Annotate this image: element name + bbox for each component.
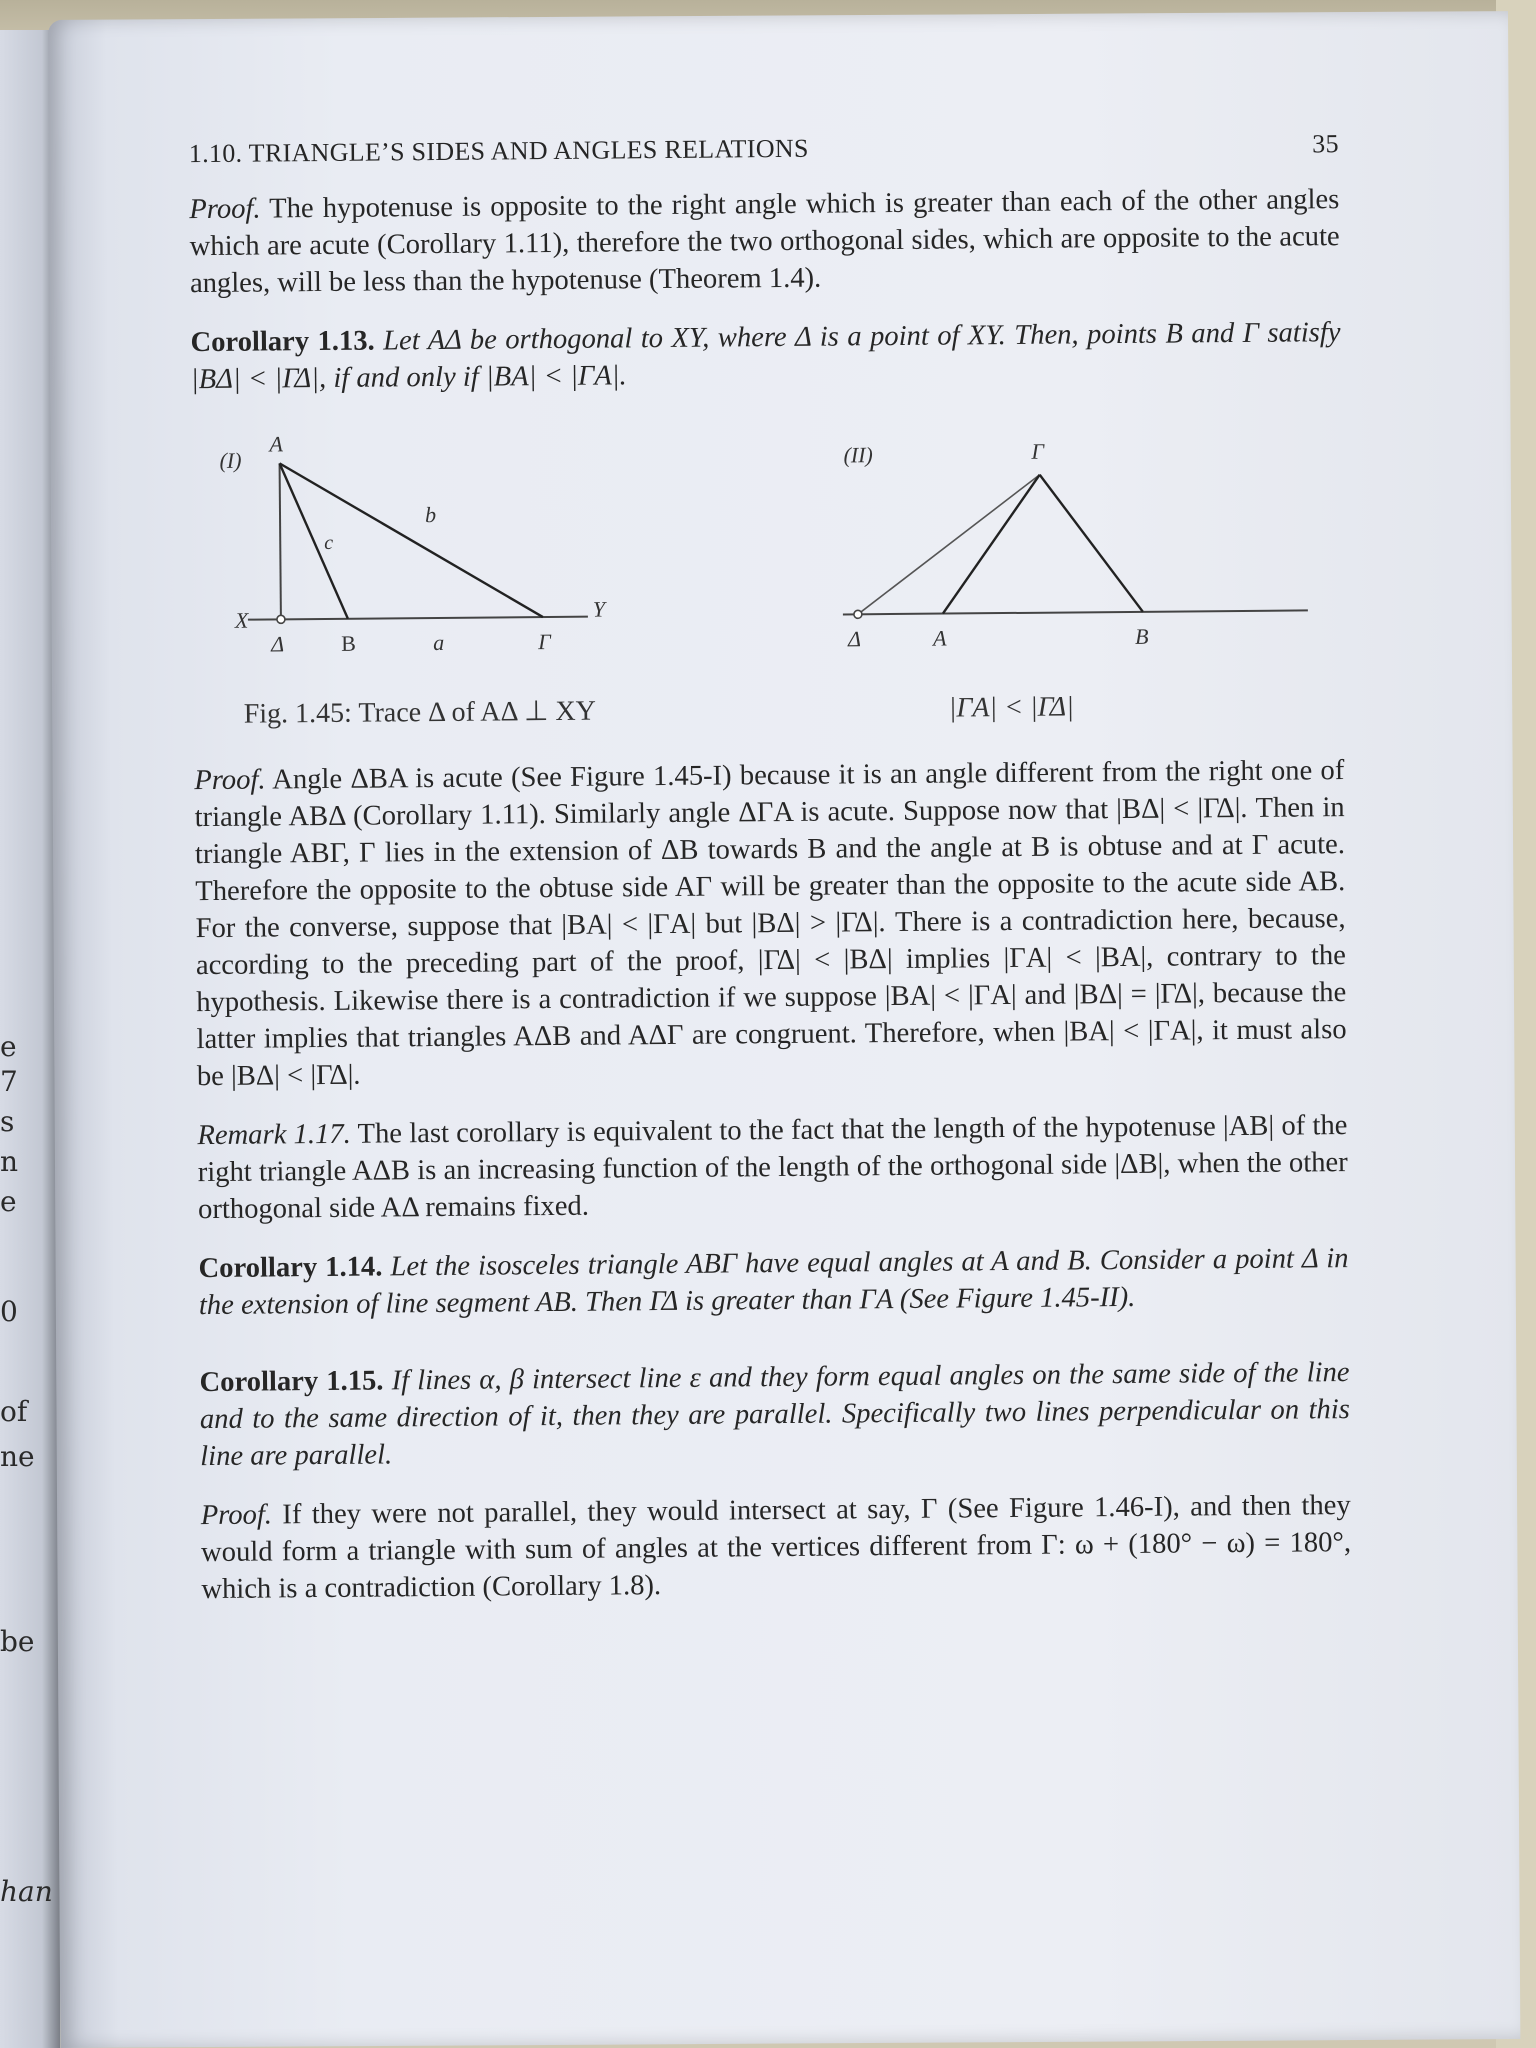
left-page-fragment: be — [0, 1625, 35, 1658]
section-title: 1.10. TRIANGLE’S SIDES AND ANGLES RELATIONS — [188, 133, 809, 169]
segment-a-gamma — [942, 475, 1041, 614]
label-delta: Δ — [848, 626, 862, 652]
label-b: B — [1134, 623, 1149, 649]
side-label-a: a — [433, 629, 445, 656]
segment-gamma-b — [1040, 474, 1143, 613]
corollary-1-14 — [198, 1240, 1349, 1324]
corollary-label: Corollary 1.13. — [190, 325, 375, 359]
figure-caption: Fig. 1.45: Trace Δ of AΔ ⊥ XY — [243, 695, 596, 730]
left-page-fragment: 0 — [0, 1295, 18, 1328]
label-gamma: Γ — [1031, 438, 1045, 464]
proof-paragraph-1 — [189, 181, 1340, 302]
corollary-1-13 — [190, 314, 1341, 398]
point-delta-marker — [854, 610, 862, 618]
label-delta: Δ — [271, 631, 285, 657]
segment-a-delta — [280, 463, 281, 619]
label-y: Y — [592, 596, 606, 622]
figure-1-45-diagram — [191, 410, 1344, 750]
proof-label: Proof. — [200, 1499, 273, 1532]
left-page-fragment: n — [0, 1145, 19, 1178]
page-content — [189, 129, 1352, 1630]
proof-paragraph-2 — [194, 752, 1347, 1095]
corollary-statement: If lines α, β intersect line ε and they form equal angles on the same side of the line and to the same direction of it, then they are parallel. Specifically two lines perpendicular on this line are parallel. — [199, 1357, 1350, 1473]
corollary-1-15 — [199, 1354, 1350, 1475]
label-a: A — [933, 625, 947, 651]
left-page-fragment: e — [0, 1030, 17, 1063]
proof-text: The hypotenuse is opposite to the right angle which is greater than each of the other angles which are acute (Corollary 1.11), therefore the two orthogonal sides, which are opposite to the acute angles, will be less than the hypotenuse (Theorem 1.4). — [189, 184, 1340, 300]
remark-label: Remark 1.17. — [197, 1118, 351, 1152]
remark-1-17 — [197, 1107, 1348, 1228]
segment-a-b — [280, 463, 348, 620]
proof-label: Proof. — [194, 764, 266, 797]
remark-text: The last corollary is equivalent to the fact that the length of the hypotenuse |AB| of the right triangle AΔB is an increasing function of the length of the orthogonal side |ΔB|, when the other orthogonal side AΔ remains fixed. — [197, 1110, 1348, 1226]
running-head — [189, 129, 1339, 169]
segment-delta-gamma — [857, 475, 1041, 615]
proof-paragraph-3 — [201, 1487, 1352, 1608]
panel-i-tag: (I) — [219, 447, 242, 473]
left-page-fragment: of — [0, 1395, 28, 1428]
figure-1-45 — [191, 410, 1344, 750]
corollary-label: Corollary 1.15. — [199, 1365, 384, 1399]
point-delta-marker — [277, 615, 285, 623]
book-page — [48, 11, 1520, 2048]
line-xy — [248, 617, 588, 620]
left-page-fragment: 7 — [0, 1065, 18, 1098]
label-x: X — [234, 607, 249, 633]
proof-label: Proof. — [189, 193, 261, 226]
side-label-b: b — [424, 501, 437, 528]
figure-caption-right: |ΓA| < |ΓΔ| — [948, 691, 1074, 724]
segment-a-gamma — [280, 461, 543, 619]
line-delta-b — [843, 610, 1308, 614]
left-page-fragment: ne — [0, 1440, 35, 1473]
proof-text: Angle ΔBA is acute (See Figure 1.45-I) because it is an angle different from the right one of triangle ABΔ (Corollary 1.11). Similarly angle ΔΓA is acute. Suppose now that |BΔ| < |ΓΔ|. Then in triangle ABΓ, Γ lies in the extension of ΔB towards B and the angle at B is obtuse and at Γ acute. Therefore the opposite to the obtuse side AΓ will be greater than the opposite to the acute side AB. For the converse, suppose that |BA| < |ΓA| but |BΔ| > |ΓΔ|. There is a contradiction here, because, according to the preceding part of the proof, |ΓΔ| < |BΔ| implies |ΓA| < |BA|, contrary to the hypothesis. Likewise there is a contradiction if we suppose |BA| < |ΓA| and |BΔ| = |ΓΔ|, because the latter implies that triangles AΔB and AΔΓ are congruent. Therefore, when |BA| < |ΓA|, it must also be |BΔ| < |ΓΔ|. — [194, 755, 1347, 1093]
proof-text: If they were not parallel, they would intersect at say, Γ (See Figure 1.46-I), and then they would form a triangle with sum of angles at the vertices different from Γ: ω + (180° − ω) = 180°, which is a contradiction (Corollary 1.8). — [200, 1490, 1352, 1606]
left-page-fragment: s — [0, 1105, 15, 1138]
side-label-c: c — [324, 531, 334, 554]
label-b: B — [341, 630, 356, 656]
left-page-fragment: e — [0, 1185, 17, 1218]
label-a: A — [269, 431, 283, 457]
corollary-statement: Let the isosceles triangle ABΓ have equal angles at A and B. Consider a point Δ in the extension of line segment AB. Then ΓΔ is greater than ΓA (See Figure 1.45-II). — [198, 1243, 1349, 1322]
label-gamma: Γ — [538, 629, 551, 655]
panel-ii-tag: (II) — [843, 442, 873, 468]
corollary-statement: Let AΔ be orthogonal to XY, where Δ is a point of XY. Then, points B and Γ satisfy |BΔ| < |ΓΔ|, if and only if |BA| < |ΓA|. — [190, 317, 1341, 396]
page-number: 35 — [1312, 129, 1339, 159]
corollary-label: Corollary 1.14. — [198, 1251, 383, 1285]
left-page-fragment: han — [0, 1875, 53, 1908]
